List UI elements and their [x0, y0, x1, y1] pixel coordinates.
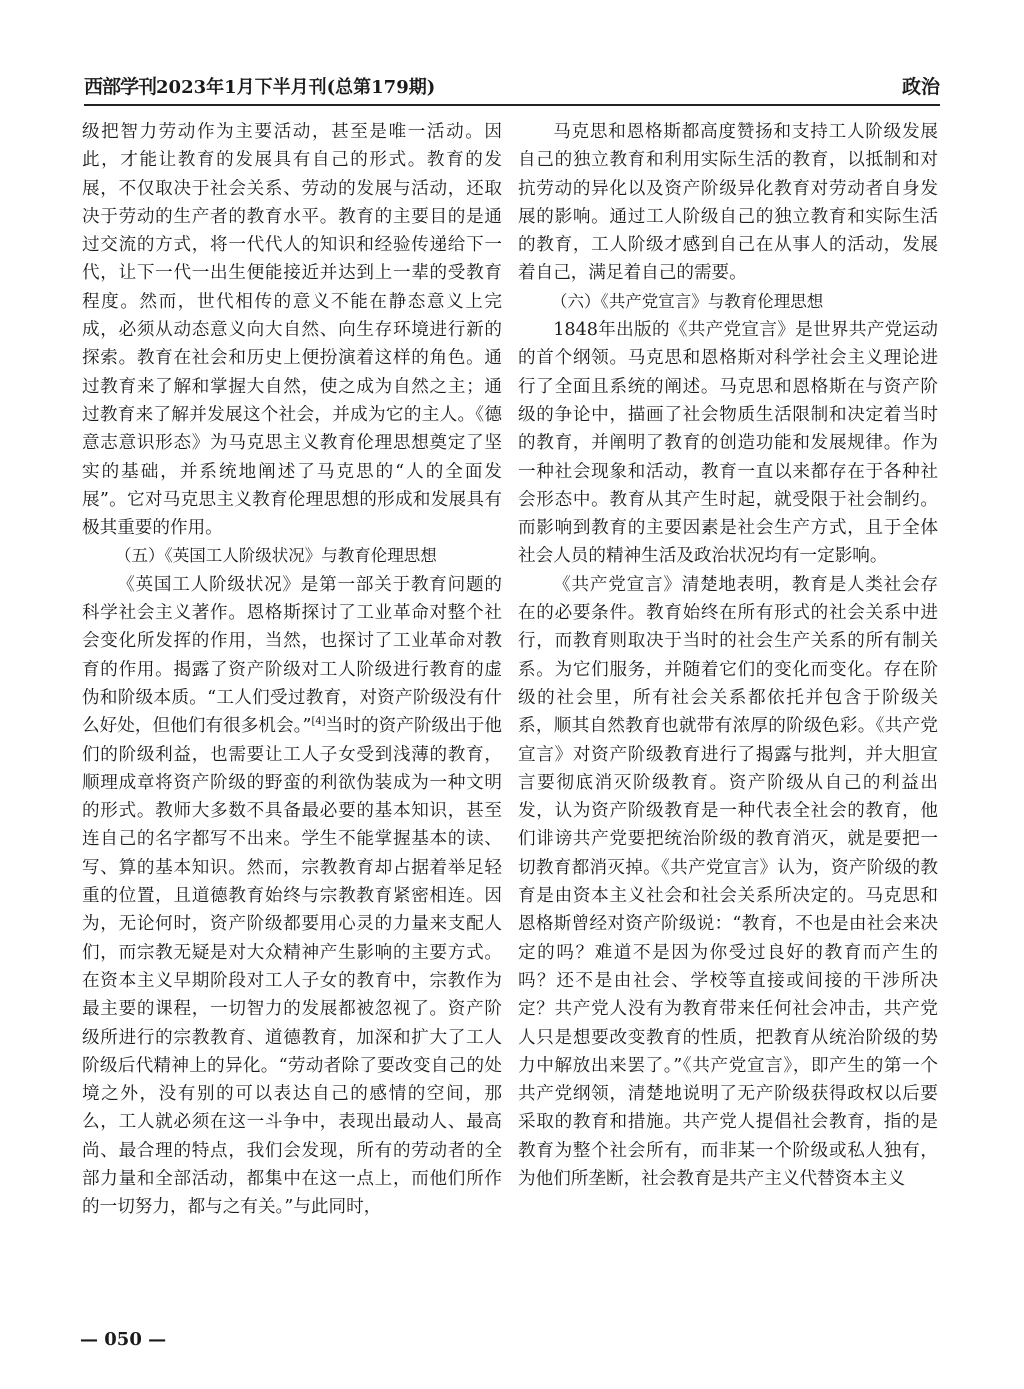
page-header — [84, 72, 940, 98]
section-heading-6: （六）《共产党宣言》与教育伦理思想 — [551, 291, 824, 311]
journal-masthead: 西部学刊 — [84, 76, 157, 98]
right-paragraph-1: 马克思和恩格斯都高度赞扬和支持工人阶级发展自己的独立教育和利用实际生活的教育，以抵制和对抗劳动的异化以及资产阶级异化教育对劳动者自身发展的影响。通过工人阶级自己的独立教育和实际生活的教育，工人阶级才感到自己在从事人的活动，发展着自己，满足着自己的需要。 — [518, 122, 938, 284]
right-paragraph-2: 1848年出版的《共产党宣言》是世界共产党运动的首个纲领。马克思和恩格斯对科学社会主义理论进行了全面且系统的阐述。马克思和恩格斯在与资产阶级的争论中，描画了社会物质生活限制和决定着当时的教育，并阐明了教育的创造功能和发展规律。作为一种社会现象和活动，教育一直以来都存在于各种社会形态中。教育从其产生时起，就受限于社会制约。而影响到教育的主要因素是社会生产方式，且于全体社会人员的精神生活及政治状况均有一定影响。 — [518, 320, 938, 567]
left-paragraph-1: 级把智力劳动作为主要活动，甚至是唯一活动。因此，才能让教育的发展具有自己的形式。教育的发展，不仅取决于社会关系、劳动的发展与活动，还取决于劳动的生产者的教育水平。教育的主要目的是通过交流的方式，将一代代人的知识和经验传递给下一代，让下一代一出生便能接近并达到上一辈的受教育程度。然而，世代相传的意义不能在静态意义上完成，必须从动态意义向大自然、向生存环境进行新的探索。教育在社会和历史上便扮演着这样的角色。通过教育来了解和掌握大自然，使之成为自然之主；通过教育来了解并发展这个社会，并成为它的主人。《德意志意识形态》为马克思主义教育伦理思想奠定了坚实的基础，并系统地阐述了马克思的“人的全面发展”。它对马克思主义教育伦理思想的形成和发展具有极其重要的作用。 — [82, 122, 502, 539]
issue-label: 2023年1月下半月刊(总第179期) — [156, 77, 436, 98]
section-heading-5: （五）《英国工人阶级状况》与教育伦理思想 — [115, 546, 437, 566]
left-paragraph-2 — [82, 571, 502, 1222]
citation-4: [4] — [311, 716, 326, 728]
right-paragraph-3: 《共产党宣言》清楚地表明，教育是人类社会存在的必要条件。教育始终在所有形式的社会关系中进行，而教育则取决于当时的社会生产关系的所有制关系。为它们服务，并随着它们的变化而变化。存在阶级的社会里，所有社会关系都依托并包含于阶级关系，顺其自然教育也就带有浓厚的阶级色彩。《共产党宣言》对资产阶级教育进行了揭露与批判，并大胆宣言要彻底消灭阶级教育。资产阶级从自己的利益出发，认为资产阶级教育是一种代表全社会的教育，他们诽谤共产党要把统治阶级的教育消灭，就是要把一切教育都消灭掉。《共产党宣言》认为，资产阶级的教育是由资本主义社会和社会关系所决定的。马克思和恩格斯曾经对资产阶级说：“教育，不也是由社会来决定的吗？难道不是因为你受过良好的教育而产生的吗？还不是由社会、学校等直接或间接的干涉所决定？共产党人没有为教育带来任何社会冲击，共产党人只是想要改变教育的性质，把教育从统治阶级的势力中解放出来罢了。”《共产党宣言》，即产生的第一个共产党纲领，清楚地说明了无产阶级获得政权以后要采取的教育和措施。共产党人提倡社会教育，指的是教育为整个社会所有，而非某一个阶级或私人独有，为他们所垄断，社会教育是共产主义代替资本主义 — [518, 574, 938, 1189]
journal-issue-line — [84, 72, 435, 99]
left-column — [82, 118, 502, 1222]
page-number: — 050 — — [80, 1329, 167, 1350]
left-paragraph-2-part-a: 《英国工人阶级状况》是第一部关于教育问题的科学社会主义著作。恩格斯探讨了工业革命对整个社会变化所发挥的作用，当然，也探讨了工业革命对教育的作用。揭露了资产阶级对工人阶级进行教育的虚伪和阶级本质。“工人们受过教育，对资产阶级没有什么好处，但他们有很多机会。” — [82, 574, 502, 737]
left-paragraph-2-part-b: 当时的资产阶级出于他们的阶级利益，也需要让工人子女受到浅薄的教育，顺理成章将资产阶级的野蛮的利欲伪装成为一种文明的形式。教师大多数不具备最必要的基本知识，甚至连自己的名字都写不出来。学生不能掌握基本的读、写、算的基本知识。然而，宗教教育却占据着举足轻重的位置，且道德教育始终与宗教教育紧密相连。因为，无论何时，资产阶级都要用心灵的力量来支配人们，而宗教无疑是对大众精神产生影响的主要方式。在资本主义早期阶段对工人子女的教育中，宗教作为最主要的课程，一切智力的发展都被忽视了。资产阶级所进行的宗教教育、道德教育，加深和扩大了工人阶级后代精神上的异化。“劳动者除了要改变自己的处境之外，没有别的可以表达自己的感情的空间，那么，工人就必须在这一斗争中，表现出最动人、最高尚、最合理的特点，我们会发现，所有的劳动者的全部力量和全部活动，都集中在这一点上，而他们所作的一切努力，都与之有关。”与此同时， — [82, 716, 502, 1218]
section-label: 政治 — [901, 76, 940, 98]
header-rule — [84, 104, 940, 106]
right-column — [518, 118, 938, 1193]
